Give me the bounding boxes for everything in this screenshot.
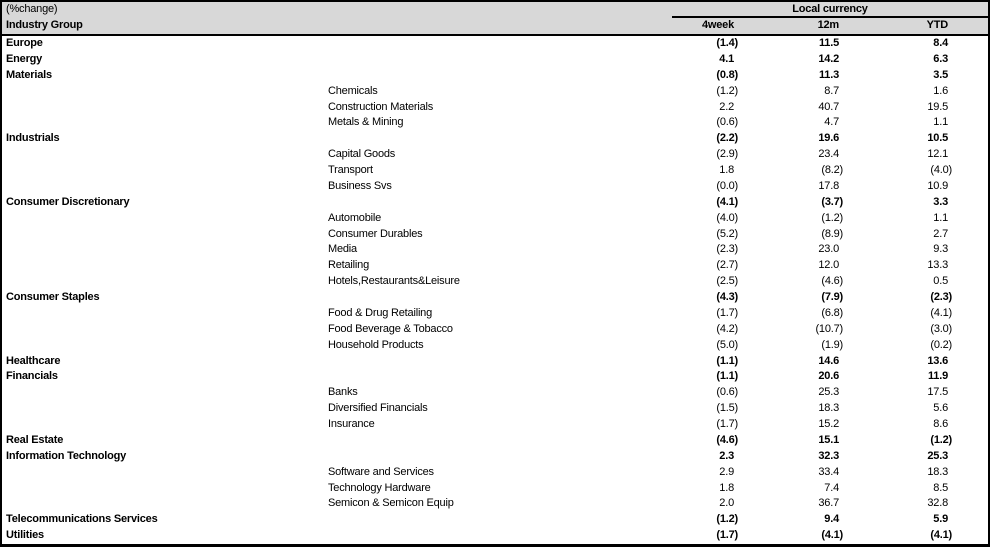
industry-label — [6, 401, 328, 417]
industry-label — [6, 84, 328, 100]
value-12m: 11.5 — [818, 37, 839, 49]
value-ytd: (4.1) — [930, 529, 952, 542]
value-12m: (3.7) — [821, 195, 843, 208]
value-4week: (1.7) — [716, 306, 738, 319]
industry-label — [6, 163, 328, 179]
local-currency-header: Local currency — [672, 2, 988, 18]
industry-label — [6, 496, 328, 512]
table-row — [2, 290, 988, 306]
industry-label — [6, 465, 328, 481]
value-4week: (2.5) — [716, 275, 738, 288]
table-row — [2, 465, 988, 481]
table-row — [2, 274, 988, 290]
value-12m: (8.2) — [821, 164, 843, 176]
value-4week: 2.0 — [719, 497, 734, 510]
industry-label — [6, 227, 328, 243]
value-12m: 12.0 — [818, 259, 839, 272]
table-row — [2, 449, 988, 465]
value-4week: 4.1 — [719, 52, 734, 65]
header-row-columns — [2, 18, 988, 34]
value-4week: (2.7) — [716, 259, 738, 272]
subindustry-label — [328, 528, 658, 544]
subindustry-label — [328, 68, 658, 84]
industry-label: Europe — [6, 37, 43, 49]
value-4week: 2.2 — [719, 100, 734, 113]
value-4week: (1.1) — [716, 370, 738, 383]
value-12m: 15.1 — [818, 433, 839, 446]
subindustry-label: Consumer Durables — [328, 227, 423, 240]
table-row — [2, 163, 988, 179]
value-ytd: 10.9 — [927, 179, 948, 192]
industry-label — [6, 481, 328, 497]
subindustry-label — [328, 369, 658, 385]
table-row — [2, 84, 988, 100]
industry-label — [6, 100, 328, 116]
subindustry-label: Retailing — [328, 259, 370, 272]
table-row — [2, 68, 988, 84]
value-ytd: 8.5 — [933, 481, 948, 494]
value-4week: (1.2) — [716, 84, 738, 97]
table-row — [2, 306, 988, 322]
value-ytd: 8.4 — [933, 37, 948, 49]
subindustry-label: Automobile — [328, 211, 382, 224]
percent-change-label: (%change) — [6, 3, 58, 15]
table-row — [2, 369, 988, 385]
value-12m: 20.6 — [818, 370, 839, 383]
value-12m: 23.4 — [818, 148, 839, 161]
industry-group-header: Industry Group — [6, 19, 83, 31]
value-4week: (2.9) — [716, 148, 738, 161]
value-4week: (4.3) — [716, 291, 738, 303]
subindustry-label: Food & Drug Retailing — [328, 306, 433, 319]
value-4week: (2.2) — [716, 132, 738, 145]
industry-label: Consumer Staples — [6, 291, 100, 303]
value-ytd: 9.3 — [933, 243, 948, 256]
subindustry-label — [328, 131, 658, 147]
industry-label — [6, 258, 328, 274]
value-ytd: (3.0) — [930, 322, 952, 335]
value-12m: 17.8 — [818, 179, 839, 192]
value-4week: (0.8) — [716, 68, 738, 81]
value-ytd: 11.9 — [927, 370, 948, 383]
table-row — [2, 322, 988, 338]
value-ytd: 3.3 — [933, 195, 948, 208]
subindustry-label — [328, 290, 658, 306]
value-4week: (0.6) — [716, 386, 738, 399]
table-row — [2, 481, 988, 497]
industry-label — [6, 274, 328, 290]
table-row — [2, 242, 988, 258]
value-12m: 8.7 — [824, 84, 839, 97]
value-4week: (4.6) — [716, 433, 738, 446]
value-ytd: 12.1 — [927, 148, 948, 161]
value-ytd: 5.9 — [933, 513, 948, 526]
value-ytd: (1.2) — [930, 433, 952, 446]
subindustry-label: Transport — [328, 164, 373, 176]
industry-label: Information Technology — [6, 449, 127, 462]
value-4week: 2.9 — [719, 465, 734, 478]
value-ytd: 6.3 — [933, 52, 948, 65]
subindustry-label — [328, 354, 658, 370]
value-4week: (4.2) — [716, 322, 738, 335]
table-row — [2, 227, 988, 243]
value-12m: (1.2) — [821, 211, 843, 224]
industry-label — [6, 417, 328, 433]
value-4week: (2.3) — [716, 243, 738, 256]
table-row — [2, 179, 988, 195]
value-12m: (8.9) — [821, 227, 843, 240]
value-4week: (0.0) — [716, 179, 738, 192]
value-12m: 33.4 — [818, 465, 839, 478]
subindustry-label: Metals & Mining — [328, 116, 404, 129]
value-4week: (0.6) — [716, 116, 738, 129]
subindustry-label — [328, 449, 658, 465]
value-ytd: 2.7 — [933, 227, 948, 240]
value-ytd: 1.1 — [933, 211, 948, 224]
value-12m: 15.2 — [818, 418, 839, 430]
value-ytd: (4.0) — [930, 164, 952, 176]
industry-label — [6, 242, 328, 258]
subindustry-label: Banks — [328, 386, 358, 399]
subindustry-label: Semicon & Semicon Equip — [328, 497, 454, 510]
table-row — [2, 512, 988, 528]
value-4week: (1.2) — [716, 513, 738, 526]
subindustry-label: Insurance — [328, 418, 375, 430]
value-ytd: 8.6 — [933, 418, 948, 430]
value-ytd: 18.3 — [927, 465, 948, 478]
table-row — [2, 131, 988, 147]
subindustry-label: Construction Materials — [328, 100, 434, 113]
table-row — [2, 528, 988, 544]
value-ytd: (4.1) — [930, 306, 952, 319]
industry-label — [6, 211, 328, 227]
value-12m: (1.9) — [821, 338, 843, 351]
value-12m: 32.3 — [818, 449, 839, 462]
industry-label: Energy — [6, 52, 43, 65]
value-12m: 7.4 — [824, 481, 839, 494]
industry-label: Utilities — [6, 529, 44, 542]
industry-label: Industrials — [6, 132, 60, 145]
column-header-4week: 4week — [701, 19, 734, 31]
table-row — [2, 496, 988, 512]
value-12m: (10.7) — [815, 322, 843, 335]
industry-label: Financials — [6, 370, 58, 383]
table-body — [2, 36, 988, 544]
value-4week: (4.1) — [716, 195, 738, 208]
industry-label — [6, 147, 328, 163]
value-4week: (1.4) — [716, 37, 738, 49]
value-ytd: 5.6 — [933, 402, 948, 415]
value-4week: (5.2) — [716, 227, 738, 240]
table-row — [2, 211, 988, 227]
industry-label — [6, 385, 328, 401]
subindustry-label: Household Products — [328, 338, 424, 351]
value-12m: 40.7 — [818, 100, 839, 113]
value-ytd: 3.5 — [933, 68, 948, 81]
value-12m: 36.7 — [818, 497, 839, 510]
value-4week: (1.1) — [716, 354, 738, 367]
value-ytd: 1.1 — [933, 116, 948, 129]
table-header — [2, 2, 988, 36]
subindustry-label: Business Svs — [328, 179, 392, 192]
value-ytd: 17.5 — [927, 386, 948, 399]
subindustry-label: Capital Goods — [328, 148, 396, 161]
industry-label — [6, 115, 328, 131]
table-row — [2, 338, 988, 354]
subindustry-label — [328, 433, 658, 449]
subindustry-label: Diversified Financials — [328, 402, 428, 415]
value-4week: (4.0) — [716, 211, 738, 224]
table-row — [2, 417, 988, 433]
table-row — [2, 258, 988, 274]
value-12m: 18.3 — [818, 402, 839, 415]
table-row — [2, 147, 988, 163]
value-4week: 2.3 — [719, 449, 734, 462]
value-ytd: 32.8 — [927, 497, 948, 510]
value-ytd: 13.3 — [927, 259, 948, 272]
value-12m: (4.6) — [821, 275, 843, 288]
column-header-12m: 12m — [817, 19, 839, 31]
subindustry-label: Chemicals — [328, 84, 378, 97]
value-ytd: 13.6 — [927, 354, 948, 367]
industry-label — [6, 338, 328, 354]
industry-label — [6, 179, 328, 195]
value-ytd: 10.5 — [927, 132, 948, 145]
value-ytd: 19.5 — [927, 100, 948, 113]
industry-label: Real Estate — [6, 433, 64, 446]
value-ytd: 1.6 — [933, 84, 948, 97]
subindustry-label — [328, 52, 658, 68]
value-ytd: (2.3) — [930, 291, 952, 303]
value-ytd: 0.5 — [933, 275, 948, 288]
industry-label: Healthcare — [6, 354, 61, 367]
table-row — [2, 401, 988, 417]
value-4week: 1.8 — [719, 481, 734, 494]
value-ytd: (0.2) — [930, 338, 952, 351]
subindustry-label — [328, 36, 658, 52]
table-row — [2, 433, 988, 449]
subindustry-label: Software and Services — [328, 465, 434, 478]
subindustry-label: Technology Hardware — [328, 481, 431, 494]
table-row — [2, 385, 988, 401]
value-4week: (1.7) — [716, 529, 738, 542]
value-12m: 14.2 — [818, 52, 839, 65]
industry-label: Telecommunications Services — [6, 513, 158, 526]
table-row — [2, 115, 988, 131]
value-12m: (7.9) — [821, 291, 843, 303]
subindustry-label — [328, 195, 658, 211]
column-header-ytd: YTD — [926, 19, 948, 31]
table-row — [2, 195, 988, 211]
table-row — [2, 354, 988, 370]
value-12m: 19.6 — [818, 132, 839, 145]
value-12m: (4.1) — [821, 529, 843, 542]
industry-label: Consumer Discretionary — [6, 195, 130, 208]
value-12m: 14.6 — [818, 354, 839, 367]
subindustry-label: Media — [328, 243, 357, 256]
value-12m: 11.3 — [818, 68, 839, 81]
table-row — [2, 100, 988, 116]
header-row-top — [2, 2, 988, 18]
value-4week: (5.0) — [716, 338, 738, 351]
subindustry-header-spacer — [328, 18, 658, 34]
subindustry-label: Food Beverage & Tobacco — [328, 322, 453, 335]
value-12m: 23.0 — [818, 243, 839, 256]
table-row — [2, 52, 988, 68]
industry-label — [6, 306, 328, 322]
subindustry-label: Hotels,Restaurants&Leisure — [328, 275, 460, 288]
value-12m: 9.4 — [824, 513, 839, 526]
value-12m: 4.7 — [824, 116, 839, 129]
table-row — [2, 36, 988, 52]
industry-label: Materials — [6, 68, 52, 81]
value-4week: (1.5) — [716, 402, 738, 415]
value-12m: (6.8) — [821, 306, 843, 319]
value-4week: 1.8 — [719, 164, 734, 176]
value-ytd: 25.3 — [927, 449, 948, 462]
industry-label — [6, 322, 328, 338]
value-12m: 25.3 — [818, 386, 839, 399]
subindustry-label — [328, 512, 658, 528]
value-4week: (1.7) — [716, 418, 738, 430]
